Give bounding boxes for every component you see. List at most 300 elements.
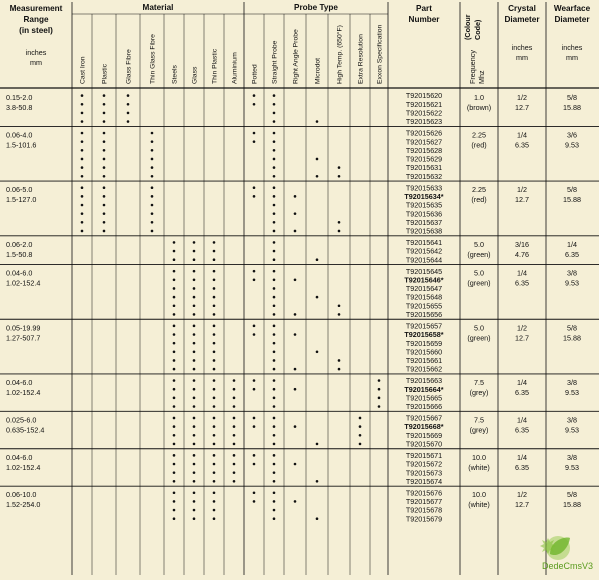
range-mm: 1.02-152.4 (6, 387, 41, 397)
material-dot (193, 333, 196, 336)
material-dot (193, 270, 196, 273)
material-dot (173, 388, 176, 391)
range-mm: 1.27-507.7 (6, 333, 41, 343)
material-dot (193, 405, 196, 408)
wearface-mm: 9.53 (565, 425, 579, 435)
probe-dot (273, 132, 276, 135)
probe-dot (273, 204, 276, 207)
material-dot (233, 480, 236, 483)
material-dot (81, 132, 84, 135)
probe-column-header: Microdot (314, 57, 322, 84)
probe-dot (273, 94, 276, 97)
crystal-inches: 1/2 (517, 323, 527, 333)
part-number-heading: Number (408, 15, 440, 24)
probe-dot (359, 425, 362, 428)
probe-dot (273, 443, 276, 446)
frequency-unit-heading: Mhz (477, 70, 486, 84)
part-number: T92015662 (405, 364, 443, 374)
material-dot (193, 480, 196, 483)
part-number: T92015666 (405, 402, 443, 412)
part-number: T92015635 (405, 200, 443, 210)
part-number: T92015676 (405, 488, 443, 498)
part-number: T92015628 (405, 145, 443, 155)
range-mm: 1.02-152.4 (6, 462, 41, 472)
material-dot (213, 463, 216, 466)
probe-dot (273, 304, 276, 307)
probe-dot (273, 250, 276, 253)
material-dot (233, 454, 236, 457)
probe-dot (316, 443, 319, 446)
material-dot (193, 463, 196, 466)
probe-dot (253, 270, 256, 273)
material-dot (173, 258, 176, 261)
crystal-mm: 12.7 (515, 195, 529, 205)
crystal-mm: 12.7 (515, 333, 529, 343)
frequency-heading: Frequency (468, 50, 477, 84)
probe-column-header: Potted (251, 64, 259, 84)
frequency-value: 1.0 (474, 93, 484, 102)
probe-type-heading: Probe Type (294, 3, 338, 12)
material-dot (213, 325, 216, 328)
material-dot (213, 270, 216, 273)
material-dot (213, 313, 216, 316)
material-dot (193, 368, 196, 371)
probe-dot (273, 388, 276, 391)
material-dot (213, 250, 216, 253)
frequency-value: 10.0 (472, 490, 486, 500)
probe-dot (273, 471, 276, 474)
part-number: T92015638 (405, 226, 443, 236)
material-dot (173, 425, 176, 428)
probe-dot (294, 463, 297, 466)
material-dot (213, 388, 216, 391)
probe-dot (273, 500, 276, 503)
part-number: T92015667 (405, 413, 443, 423)
material-dot (103, 120, 106, 123)
part-number: T92015633 (405, 183, 443, 193)
material-dot (173, 480, 176, 483)
probe-dot (273, 186, 276, 189)
material-dot (81, 166, 84, 169)
material-dot (213, 342, 216, 345)
material-dot (81, 175, 84, 178)
frequency-value: 5.0 (474, 323, 484, 333)
material-dot (81, 140, 84, 143)
wearface-mm: 9.53 (565, 387, 579, 397)
material-dot (103, 212, 106, 215)
probe-column-header: Exxon Specification (376, 24, 384, 84)
part-number: T92015670 (405, 439, 443, 449)
part-number: T92015641 (405, 238, 443, 247)
material-dot (81, 212, 84, 215)
material-dot (193, 397, 196, 400)
probe-dot (378, 405, 381, 408)
part-number: T92015647 (405, 284, 443, 294)
probe-dot (273, 351, 276, 354)
probe-dot (253, 325, 256, 328)
material-dot (173, 270, 176, 273)
material-dot (173, 241, 176, 244)
probe-dot (273, 509, 276, 512)
probe-dot (294, 425, 297, 428)
range-mm: 1.5-50.8 (6, 249, 33, 259)
part-number: T92015678 (405, 505, 443, 515)
probe-dot (294, 230, 297, 233)
colour-code-value: (brown) (466, 103, 492, 112)
wearface-inches: 3/8 (567, 452, 577, 462)
part-number: T92015657 (405, 321, 443, 331)
crystal-inches: 3/16 (515, 239, 529, 249)
probe-dot (253, 195, 256, 198)
frequency-value: 7.5 (474, 377, 484, 387)
material-dot (151, 149, 154, 152)
probe-dot (273, 405, 276, 408)
probe-dot (316, 158, 319, 161)
part-number: T92015672 (405, 459, 443, 469)
range-inches: 0.15-2.0 (6, 93, 33, 102)
material-dot (103, 204, 106, 207)
material-dot (173, 351, 176, 354)
material-dot (103, 221, 106, 224)
material-dot (81, 94, 84, 97)
colour-code-value: (grey) (469, 387, 489, 397)
probe-dot (359, 417, 362, 420)
material-dot (173, 463, 176, 466)
probe-dot (338, 166, 341, 169)
material-dot (213, 425, 216, 428)
material-dot (213, 359, 216, 362)
wearface-inches: 3/8 (567, 377, 577, 387)
material-dot (233, 388, 236, 391)
material-dot (193, 241, 196, 244)
probe-column-header: Straight Probe (271, 40, 279, 84)
material-column-header: Thin Plastic (211, 48, 219, 84)
wearface-inches: 3/8 (567, 268, 577, 278)
wearface-inches: 3/8 (567, 415, 577, 425)
material-dot (193, 304, 196, 307)
material-dot (233, 434, 236, 437)
colour-code-value: (white) (468, 462, 490, 472)
crystal-mm: 12.7 (515, 103, 529, 112)
material-dot (173, 313, 176, 316)
frequency-value: 5.0 (474, 268, 484, 278)
probe-dot (273, 166, 276, 169)
measurement-range-heading: (in steel) (19, 26, 53, 35)
material-dot (173, 434, 176, 437)
measurement-range-heading: Range (23, 15, 49, 24)
material-dot (81, 204, 84, 207)
probe-dot (294, 313, 297, 316)
material-dot (233, 443, 236, 446)
range-inches: 0.05-19.99 (6, 323, 41, 333)
material-dot (193, 279, 196, 282)
probe-dot (316, 258, 319, 261)
wearface-mm: 6.35 (565, 249, 579, 259)
crystal-inches: 1/4 (517, 268, 527, 278)
material-column-header: Cast Iron (79, 56, 87, 84)
material-dot (173, 379, 176, 382)
material-dot (213, 258, 216, 261)
part-number: T92015629 (405, 154, 443, 164)
material-dot (103, 132, 106, 135)
material-dot (233, 405, 236, 408)
material-dot (103, 112, 106, 115)
probe-dot (316, 351, 319, 354)
part-number: T92015673 (405, 468, 443, 478)
material-dot (213, 491, 216, 494)
part-number: T92015634* (404, 191, 444, 201)
part-number: T92015659 (405, 338, 443, 348)
material-dot (193, 359, 196, 362)
probe-dot (273, 112, 276, 115)
wearface-mm: 15.88 (563, 103, 581, 112)
material-dot (213, 454, 216, 457)
material-dot (151, 175, 154, 178)
crystal-unit-label: inches (511, 43, 533, 52)
material-dot (151, 195, 154, 198)
material-dot (193, 342, 196, 345)
material-dot (213, 417, 216, 420)
probe-dot (253, 417, 256, 420)
probe-dot (273, 287, 276, 290)
probe-dot (273, 359, 276, 362)
part-number: T92015648 (405, 292, 443, 302)
probe-dot (273, 491, 276, 494)
probe-dot (253, 132, 256, 135)
range-mm: 1.02-152.4 (6, 278, 41, 288)
leaf-logo-icon (536, 528, 596, 572)
material-dot (103, 94, 106, 97)
probe-dot (294, 212, 297, 215)
material-dot (193, 351, 196, 354)
material-heading: Material (142, 3, 174, 12)
probe-dot (273, 480, 276, 483)
wearface-mm: 9.53 (565, 140, 579, 150)
material-dot (213, 397, 216, 400)
probe-dot (338, 313, 341, 316)
part-number: T92015632 (405, 171, 443, 181)
probe-dot (253, 500, 256, 503)
wearface-diameter-heading: Diameter (554, 15, 590, 24)
part-number: T92015677 (405, 497, 443, 506)
probe-dot (273, 325, 276, 328)
probe-dot (273, 241, 276, 244)
part-number: T92015620 (405, 91, 443, 101)
probe-dot (338, 359, 341, 362)
range-inches: 0.04-6.0 (6, 452, 33, 462)
material-dot (233, 463, 236, 466)
probe-dot (273, 397, 276, 400)
part-number: T92015660 (405, 347, 443, 357)
wearface-inches: 1/4 (567, 239, 577, 249)
part-number: T92015669 (405, 430, 443, 440)
material-dot (213, 379, 216, 382)
wearface-unit-label: inches (561, 43, 583, 52)
probe-dot (294, 500, 297, 503)
probe-dot (273, 140, 276, 143)
material-dot (213, 304, 216, 307)
probe-dot (273, 296, 276, 299)
material-dot (213, 517, 216, 520)
part-number: T92015679 (405, 514, 443, 524)
material-dot (213, 351, 216, 354)
colour-code-value: (red) (471, 140, 487, 150)
frequency-value: 7.5 (474, 415, 484, 425)
part-number: T92015623 (405, 117, 443, 127)
colour-code-heading: (Colour (463, 14, 472, 40)
material-dot (193, 471, 196, 474)
probe-dot (294, 388, 297, 391)
range-mm: 0.635-152.4 (6, 425, 45, 435)
material-dot (193, 296, 196, 299)
part-number: T92015664* (404, 384, 444, 394)
material-dot (233, 471, 236, 474)
material-dot (193, 500, 196, 503)
probe-dot (294, 279, 297, 282)
material-dot (173, 509, 176, 512)
material-dot (233, 397, 236, 400)
material-dot (173, 279, 176, 282)
crystal-inches: 1/4 (517, 415, 527, 425)
probe-dot (316, 517, 319, 520)
material-dot (151, 230, 154, 233)
material-dot (173, 359, 176, 362)
probe-dot (359, 434, 362, 437)
wearface-inches: 5/8 (567, 323, 577, 333)
material-dot (173, 454, 176, 457)
material-dot (213, 287, 216, 290)
probe-dot (273, 279, 276, 282)
material-dot (173, 517, 176, 520)
material-dot (103, 158, 106, 161)
material-dot (81, 158, 84, 161)
frequency-value: 2.25 (472, 130, 486, 140)
probe-dot (273, 230, 276, 233)
material-dot (173, 304, 176, 307)
crystal-inches: 1/4 (517, 452, 527, 462)
frequency-value: 2.25 (472, 185, 486, 195)
material-dot (173, 471, 176, 474)
probe-column-header: Extra Resolution (357, 34, 365, 84)
material-dot (173, 287, 176, 290)
probe-dot (253, 186, 256, 189)
material-dot (233, 425, 236, 428)
material-dot (151, 140, 154, 143)
material-dot (173, 443, 176, 446)
wearface-inches: 3/6 (567, 130, 577, 140)
material-dot (213, 279, 216, 282)
material-dot (193, 509, 196, 512)
wearface-inches: 5/8 (567, 93, 577, 102)
wearface-mm: 15.88 (563, 195, 581, 205)
probe-dot (338, 221, 341, 224)
material-dot (103, 186, 106, 189)
material-dot (173, 342, 176, 345)
wearface-mm: 9.53 (565, 278, 579, 288)
material-dot (151, 158, 154, 161)
material-dot (103, 175, 106, 178)
probe-dot (273, 103, 276, 106)
material-dot (81, 149, 84, 152)
probe-dot (378, 397, 381, 400)
probe-dot (294, 195, 297, 198)
material-dot (173, 333, 176, 336)
crystal-mm: 4.76 (515, 249, 529, 259)
material-dot (103, 140, 106, 143)
material-dot (193, 491, 196, 494)
material-dot (81, 103, 84, 106)
material-dot (173, 325, 176, 328)
material-dot (103, 166, 106, 169)
material-column-header: Glass (191, 66, 199, 84)
probe-dot (294, 333, 297, 336)
crystal-mm: 12.7 (515, 500, 529, 510)
material-dot (81, 186, 84, 189)
range-inches: 0.025-6.0 (6, 415, 37, 425)
probe-column-header: High Temp. (650°F) (336, 25, 344, 84)
part-number: T92015637 (405, 217, 443, 227)
material-dot (213, 471, 216, 474)
part-number: T92015631 (405, 163, 443, 173)
part-number: T92015621 (405, 99, 443, 109)
part-number-heading: Part (416, 4, 432, 13)
material-dot (193, 443, 196, 446)
part-number: T92015646* (404, 275, 444, 285)
probe-dot (273, 333, 276, 336)
material-dot (151, 132, 154, 135)
material-dot (213, 434, 216, 437)
part-number: T92015668* (404, 422, 444, 432)
colour-code-value: (grey) (469, 425, 489, 435)
crystal-inches: 1/4 (517, 130, 527, 140)
material-dot (173, 491, 176, 494)
frequency-value: 10.0 (472, 452, 486, 462)
range-inches: 0.06-4.0 (6, 130, 33, 140)
material-dot (193, 258, 196, 261)
crystal-mm: 6.35 (515, 425, 529, 435)
probe-dot (316, 480, 319, 483)
material-dot (173, 500, 176, 503)
probe-dot (273, 425, 276, 428)
material-dot (103, 103, 106, 106)
part-number: T92015671 (405, 450, 443, 460)
material-dot (151, 212, 154, 215)
material-dot (81, 221, 84, 224)
material-dot (127, 94, 130, 97)
probe-dot (253, 140, 256, 143)
watermark-text: DedeCmsV3 (542, 561, 594, 571)
wearface-inches: 5/8 (567, 185, 577, 195)
material-dot (213, 500, 216, 503)
colour-code-value: (green) (467, 278, 491, 288)
material-dot (213, 296, 216, 299)
material-dot (127, 103, 130, 106)
probe-dot (253, 94, 256, 97)
wearface-inches: 5/8 (567, 490, 577, 500)
probe-dot (338, 304, 341, 307)
material-dot (213, 509, 216, 512)
crystal-mm: 6.35 (515, 462, 529, 472)
wearface-mm: 9.53 (565, 462, 579, 472)
wearface-mm: 15.88 (563, 333, 581, 343)
material-dot (103, 195, 106, 198)
probe-dot (273, 379, 276, 382)
range-mm: 1.5-127.0 (6, 195, 37, 205)
probe-dot (253, 333, 256, 336)
probe-dot (273, 149, 276, 152)
range-mm: 3.8-50.8 (6, 103, 33, 112)
probe-dot (273, 175, 276, 178)
